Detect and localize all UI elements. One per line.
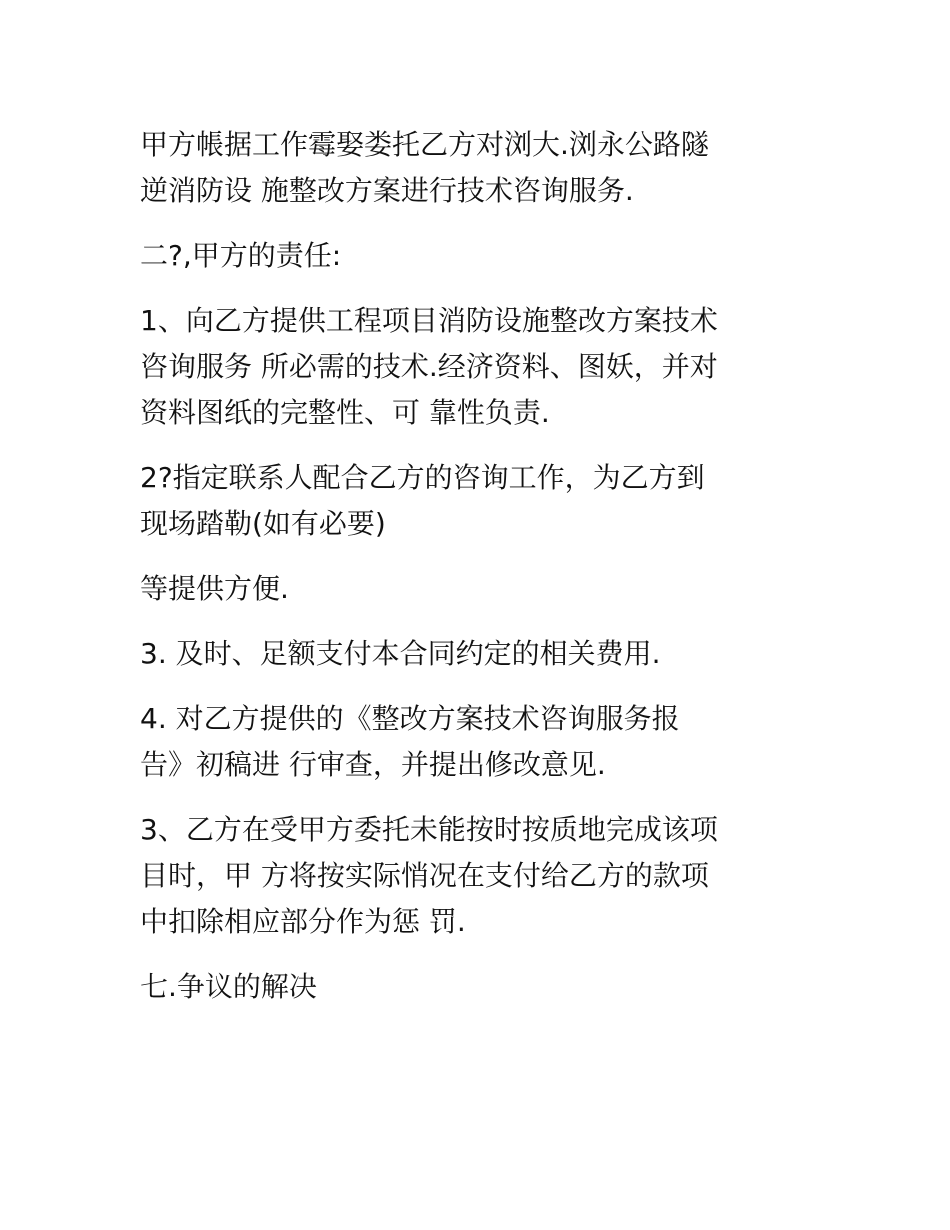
text-line: 咨询服务 所必需的技术.经济资料、图妖，并对 bbox=[140, 350, 718, 383]
text-line: 逆消防设 施整改方案进行技术咨询服务. bbox=[140, 174, 634, 207]
clause-penalty bbox=[140, 807, 820, 945]
clause-3 bbox=[140, 631, 820, 677]
section-heading-dispute-resolution bbox=[140, 964, 820, 1010]
section-heading-party-a-duties bbox=[140, 233, 820, 279]
text-line: 2?指定联系人配合乙方的咨询工作，为乙方到 bbox=[140, 461, 705, 494]
text-line: 3. 及时、足额支付本合同约定的相关费用. bbox=[140, 637, 661, 670]
text-line: 现场踏勒(如有必要) bbox=[140, 507, 386, 540]
clause-2 bbox=[140, 455, 820, 547]
text-line: 目时，甲 方将按实际悄况在支付给乙方的款项 bbox=[140, 859, 709, 892]
clause-2-continued bbox=[140, 566, 820, 612]
clause-4 bbox=[140, 696, 820, 788]
text-line: 资料图纸的完整性、可 靠性负责. bbox=[140, 396, 550, 429]
clause-1 bbox=[140, 298, 820, 436]
text-line: 1、向乙方提供工程项目消防设施整改方案技术 bbox=[140, 304, 718, 337]
text-line: 二?,甲方的责任: bbox=[140, 239, 342, 272]
text-line: 4. 对乙方提供的《整改方案技术咨询服务报 bbox=[140, 702, 680, 735]
text-line: 告》初稿进 行审查，并提出修改意见. bbox=[140, 748, 606, 781]
text-line: 中扣除相应部分作为惩 罚. bbox=[140, 905, 466, 938]
paragraph-commission bbox=[140, 122, 820, 214]
document-page bbox=[140, 122, 820, 1029]
text-line: 七.争议的解决 bbox=[140, 970, 317, 1003]
text-line: 甲方帳据工作霉娶娄托乙方对浏大.浏永公路隧 bbox=[140, 128, 709, 161]
text-line: 3、乙方在受甲方委托未能按时按质地完成该项 bbox=[140, 813, 718, 846]
text-line: 等提供方便. bbox=[140, 572, 289, 605]
